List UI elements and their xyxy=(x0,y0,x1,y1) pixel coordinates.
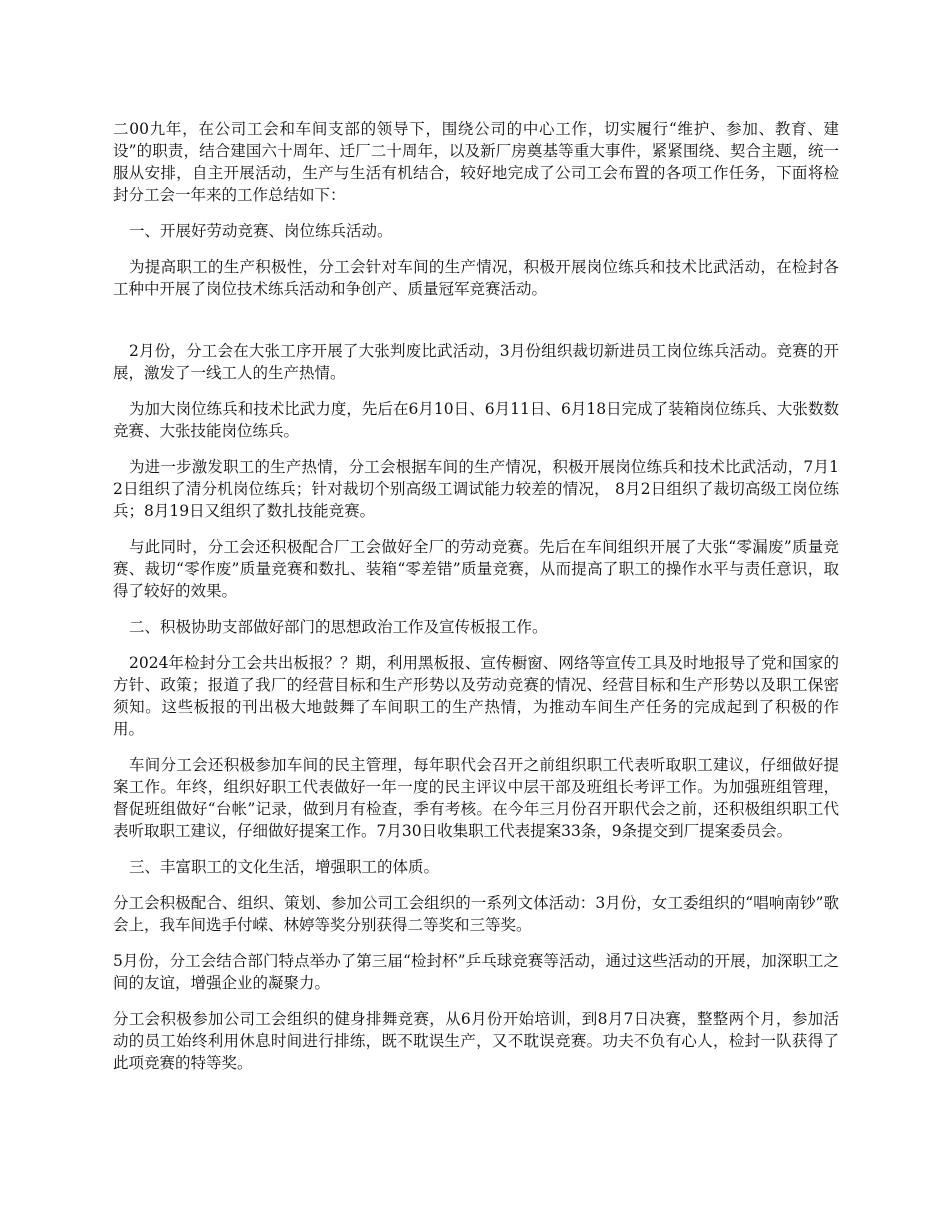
body-paragraph: 为提高职工的生产积极性，分工会针对车间的生产情况，积极开展岗位练兵和技术比武活动，在检封各工种中开展了岗位技术练兵活动和争创产、质量冠军竞赛活动。 xyxy=(113,258,839,298)
body-paragraph: 2月份，分工会在大张工序开展了大张判废比武活动，3月份组织裁切新进员工岗位练兵活动。竞赛的开展，激发了一线工人的生产热情。 xyxy=(113,342,839,382)
body-paragraph: 分工会积极参加公司工会组织的健身排舞竞赛，从6月份开始培训，到8月7日决赛，整整两个月，参加活动的员工始终利用休息时间进行排练，既不耽误生产，又不耽误竞赛。功夫不负有心人，检封一队获得了此项竞赛的特等奖。 xyxy=(113,1010,839,1072)
body-paragraph: 5月份，分工会结合部门特点举办了第三届“检封杯”乒乓球竞赛等活动，通过这些活动的开展，加深职工之间的友谊，增强企业的凝聚力。 xyxy=(113,952,839,992)
body-paragraph: 为加大岗位练兵和技术比武力度，先后在6月10日、6月11日、6月18日完成了装箱岗位练兵、大张数数竞赛、大张技能岗位练兵。 xyxy=(113,400,839,440)
section-heading-1: 一、开展好劳动竞赛、岗位练兵活动。 xyxy=(129,222,393,240)
body-paragraph: 分工会积极配合、组织、策划、参加公司工会组织的一系列文体活动：3月份，女工委组织的“唱响南钞”歌会上，我车间选手付嵘、林婷等奖分别获得二等奖和三等奖。 xyxy=(113,894,839,934)
section-heading-3: 三、丰富职工的文化生活，增强职工的体质。 xyxy=(129,858,440,876)
body-paragraph: 与此同时，分工会还积极配合厂工会做好全厂的劳动竞赛。先后在车间组织开展了大张“零漏废”质量竞赛、裁切“零作废”质量竞赛和数扎、装箱“零差错”质量竞赛，从而提高了职工的操作水平与责任意识，取得了较好的效果。 xyxy=(113,538,839,600)
document-body xyxy=(113,118,839,1088)
body-paragraph: 为进一步激发职工的生产热情，分工会根据车间的生产情况，积极开展岗位练兵和技术比武活动，7月12日组织了清分机岗位练兵；针对裁切个别高级工调试能力较差的情况， 8月2日组织了裁切高级工岗位练兵；8月19日又组织了数扎技能竞赛。 xyxy=(113,458,839,520)
intro-paragraph: 二00九年，在公司工会和车间支部的领导下，围绕公司的中心工作，切实履行“维护、参加、教育、建设”的职责，结合建国六十周年、迁厂二十周年，以及新厂房奠基等重大事件，紧紧围绕、契合主题，统一服从安排，自主开展活动，生产与生活有机结合，较好地完成了公司工会布置的各项工作任务，下面将检封分工会一年来的工作总结如下： xyxy=(113,120,839,204)
body-paragraph: 2024年检封分工会共出板报？？期，利用黑板报、宣传橱窗、网络等宣传工具及时地报导了党和国家的方针、政策；报道了我厂的经营目标和生产形势以及劳动竞赛的情况、经营目标和生产形势以及职工保密须知。这些板报的刊出极大地鼓舞了车间职工的生产热情，为推动车间生产任务的完成起到了积极的作用。 xyxy=(113,654,839,738)
section-heading-2: 二、积极协助支部做好部门的思想政治工作及宣传板报工作。 xyxy=(129,618,548,636)
body-paragraph: 车间分工会还积极参加车间的民主管理，每年职代会召开之前组织职工代表听取职工建议，仔细做好提案工作。年终，组织好职工代表做好一年一度的民主评议中层干部及班组长考评工作。为加强班组管理，督促班组做好“台帐”记录，做到月有检查，季有考核。在今年三月份召开职代会之前，还积极组织职工代表听取职工建议，仔细做好提案工作。7月30日收集职工代表提案33条，9条提交到厂提案委员会。 xyxy=(113,756,839,840)
